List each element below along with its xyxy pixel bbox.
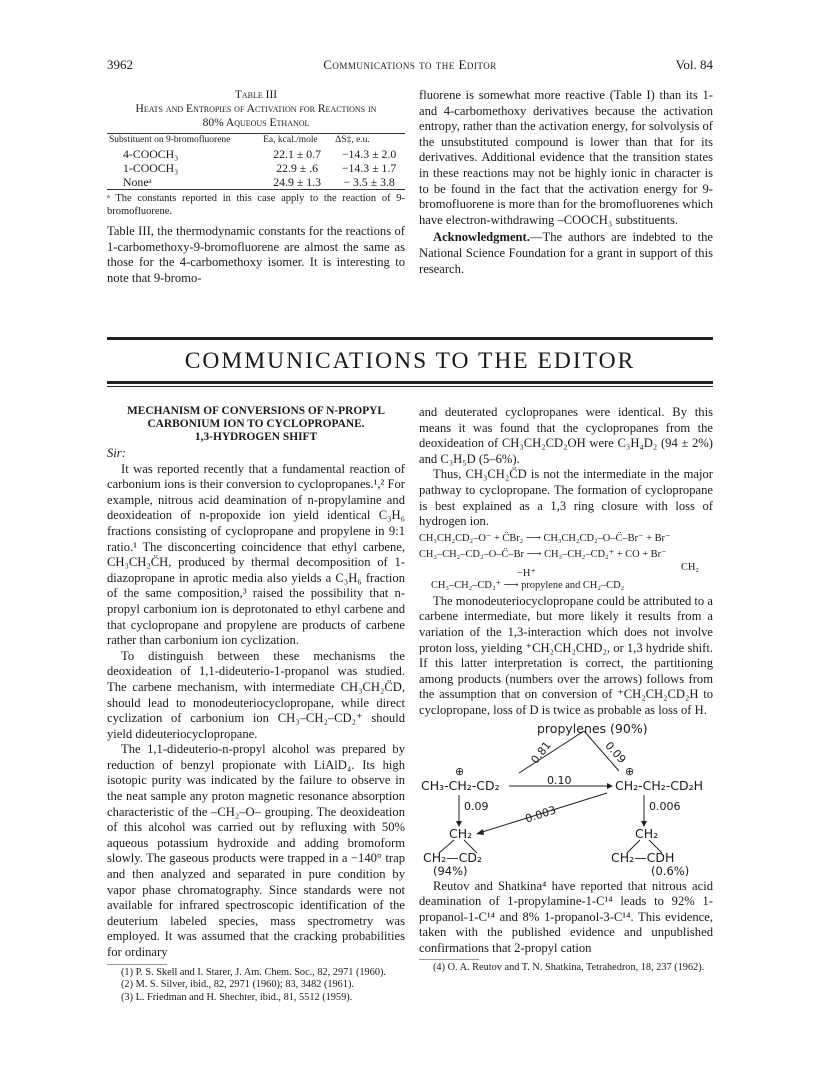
equation-3: CH₃–CH₂–CD₂⁺ ⟶ propylene and CH₂–CD₂ (431, 579, 625, 591)
article-right-paragraph-4: Reutov and Shatkina⁴ have reported that nitrous acid deamination of 1-propylamine-1-C¹⁴ leads to 92% 1-propanol-1-C¹⁴ and 8% 1-propanol-3-C¹⁴. This evidence, taken with the published evidence and unpublished confirmations that 2-propyl cation (419, 878, 713, 955)
scheme-yield-right: (0.6%) (651, 863, 690, 878)
footnote-2: (2) M. S. Silver, ibid., 82, 2971 (1960); 83, 3482 (1961). (121, 979, 354, 991)
footnote-3: (3) L. Friedman and H. Shechter, ibid., 81, 5512 (1959). (121, 991, 353, 1003)
volume-label: Vol. 84 (675, 57, 713, 72)
prev-article-paragraph-left: Table III, the thermodynamic constants for the reactions of 1-carbomethoxy-9-bromofluorene are almost the same as those for the 4-carbomethoxy isomer. It is interesting to note that 9-bromo- (107, 224, 405, 285)
article-paragraph-2: To distinguish between these mechanisms the deoxideation of 1,1-dideuterio-1-propanol was studied. The carbene mechanism, with intermediate CH₃CH₂C̈D, should lead to monodeuteriocyclopropane, while direct cyclization of carbonium ion CH₃–CH₂–CD₂⁺ should yield dideuteriocyclopropane. (107, 648, 405, 741)
acknowledgment (419, 230, 713, 277)
article-paragraph-1: It was reported recently that a fundamental reaction of carbonium ions is their conversion to cyclopropanes.¹,² For example, nitrous acid deamination of n-propylamine and deoxideation of n-propoxide ion yield identical C₃H₆ fractions consisting of cyclopropane and propylene in 9:1 ratio.¹ The disconcerting coincidence that ethyl carbene, CH₃CH₂C̈H, produced by thermal decomposition of 1-diazopropane in aprotic media also yields a C₃H₆ fraction of the same composition,³ raised the possibility that n-propyl carbonium ion is deprotonated to ethyl carbene and that cyclopropane and propylene are products of carbene rather than carbonium ion cyclization. (107, 461, 405, 648)
scheme-yield-left: (94%) (433, 863, 468, 878)
equation-2: CH₃–CH₂–CD₂–O–C̈–Br ⟶ CH₃–CH₂–CD₂⁺ + CO + Br⁻ (419, 548, 667, 560)
article-title-line2: CARBONIUM ION TO CYCLOPROPANE. (147, 418, 365, 430)
table-iii (107, 133, 405, 190)
table-row (107, 175, 405, 190)
equation-3-arrow-label: −H⁺ (517, 567, 536, 579)
running-header (107, 57, 713, 75)
table-header-row (107, 134, 405, 148)
cell-ea: 22.9 ± .6 (276, 161, 319, 175)
article-right-paragraph-1: and deuterated cyclopropanes were identical. By this means it was found that the cyclopropanes from the deoxideation of CH₃CH₂CD₂OH were C₃H₄D₂ (94 ± 2%) and C₃H₅D (5–6%). (419, 405, 713, 466)
table-title-line2: 80% Aqueous Ethanol (202, 117, 310, 129)
article-left-column (107, 405, 405, 1004)
article-right-paragraph-2: Thus, CH₃CH₂C̈D is not the intermediate in the major pathway to cyclopropane. The formation of cyclopropane is best explained as a 1,3 ring closure with loss of hydrogen ion. (419, 467, 713, 529)
scheme-ring-top-left: CH₂ (449, 825, 473, 841)
cell-ds: − 3.5 ± 3.8 (343, 175, 395, 189)
scheme-ring-bottom-right: CH₂—CDH (611, 849, 675, 865)
scheme-k-down-left: 0.09 (464, 799, 489, 813)
cell-ds: −14.3 ± 1.7 (341, 161, 397, 175)
cell-ea: 22.1 ± 0.7 (273, 147, 322, 161)
col-header-ds: ΔS‡, e.u. (335, 135, 370, 145)
scheme-k-right: 0.09 (602, 738, 629, 766)
scheme-k-down-right: 0.006 (649, 799, 681, 813)
article-paragraph-3: The 1,1-dideuterio-n-propyl alcohol was prepared by reduction of benzyl propionate with LiAlD₄. Its high isotopic purity was indicated by the failure to observe in the neat sample any proton magnetic resonance absorption characteristic of the –CH₂–O– grouping. The deoxideation of this alcohol was carried out by refluxing with 50% aqueous potassium hydroxide and adding bromoform slowly. The gaseous products were trapped in a −140° trap and then analyzed and separated in pure condition by vapor phase chromatography. Since standards were not available for infrared spectroscopic identification of the deuterium labeled species, mass spectrometry was employed. It was assumed that the cracking probabilities for ordinary (107, 742, 405, 959)
footnote-1: (1) P. S. Skell and I. Starer, J. Am. Chem. Soc., 82, 2971 (1960). (121, 966, 387, 978)
table-footnote: ᵃ The constants reported in this case apply to the reaction of 9-bromofluorene. (107, 193, 405, 217)
scheme-k-left: 0.81 (528, 738, 554, 766)
equation-1: CH₃CH₂CD₂–O⁻ + C̈Br₂ ⟶ CH₃CH₂CD₂–O–C̈–Br⁻ + Br⁻ (419, 532, 671, 544)
article-right-column (419, 405, 713, 975)
scheme-k-mid: 0.10 (547, 773, 572, 787)
prev-article-paragraph-right: fluorene is somewhat more reactive (Table I) than its 1- and 4-carbomethoxy derivatives because the activation entropy, rather than the activation energy, for solvolysis of the unsubstituted compound is lower than that for its derivatives. Additional evidence that the transition states in these reactions may not be highly ionic in character is to be found in the fact that the activation energy for 9-bromofluorene is more than for the bromofluorenes which have electron-withdrawing –COOCH₃ substituents. (419, 88, 714, 227)
col-header-ea: Ea, kcal./mole (263, 135, 318, 145)
acknowledgment-text: —The authors are indebted to the National Science Foundation for a grant in support of this research. (419, 230, 713, 276)
equation-3-block (419, 561, 713, 592)
cell-substituent: 1-COOCH₃ (123, 161, 179, 175)
article-title-line1: MECHANISM OF CONVERSIONS OF N-PROPYL (127, 405, 385, 417)
heading-rule-bottom (107, 381, 713, 384)
scheme-ring-top-right: CH₂ (635, 825, 659, 841)
scheme-cation-right: CH₂-CH₂-CD₂H (615, 777, 704, 793)
scheme-plus-left: ⊕ (455, 764, 465, 778)
table-row (107, 161, 405, 175)
equation-3-ring-top: CH₂ (681, 561, 700, 573)
footnote-4: (4) O. A. Reutov and T. N. Shatkina, Tetrahedron, 18, 237 (1962). (433, 962, 705, 974)
article-right-paragraph-3: The monodeuteriocyclopropane could be attributed to a carbene intermediate, but more likely it results from a variation of the 1,3-interaction which does not involve proton loss, yielding ⁺CH₂CH₂CHD₂, or 1,3 hydride shift. If this latter interpretation is correct, the partitioning among products (numbers over the arrows) follows from the assumption that on conversion of ⁺CH₂CH₂CD₂H to cyclopropane, loss of D is twice as probable as loss of H. (419, 593, 713, 717)
cell-substituent: 4-COOCH₃ (123, 147, 179, 161)
article-title-line3: 1,3-HYDROGEN SHIFT (194, 431, 318, 443)
cell-ea: 24.9 ± 1.3 (273, 175, 322, 189)
heading-rule-thin (107, 386, 713, 387)
scheme-k-cross: 0.003 (523, 802, 558, 826)
acknowledgment-label: Acknowledgment. (433, 230, 530, 245)
scheme-cation-left: CH₃-CH₂-CD₂ (421, 777, 500, 793)
arrowhead-hydride-shift (607, 783, 613, 789)
page-number: 3962 (107, 57, 133, 72)
salutation: Sir: (107, 446, 126, 460)
running-title: Communications to the Editor (323, 57, 497, 72)
prev-article-right-column (419, 88, 713, 277)
heading-rule-top (107, 337, 713, 340)
cell-substituent: Noneᵃ (123, 175, 152, 189)
scheme-plus-right: ⊕ (625, 764, 635, 778)
section-heading: COMMUNICATIONS TO THE EDITOR (184, 348, 636, 374)
arrowhead-cross-cyclization (476, 829, 484, 835)
cell-ds: −14.3 ± 2.0 (341, 147, 397, 161)
reaction-scheme (419, 720, 713, 878)
scheme-propylenes: propylenes (90%) (537, 720, 648, 736)
footnote-separator-right (419, 959, 479, 960)
col-header-substituent: Substituent on 9-bromofluorene (109, 135, 231, 145)
footnote-separator (107, 964, 167, 965)
scheme-ring-bottom-left: CH₂—CD₂ (423, 849, 483, 865)
prev-article-left-column (107, 88, 405, 286)
table-title-line1: Heats and Entropies of Activation for Reactions in (135, 103, 377, 115)
table-row (107, 147, 405, 161)
table-caption: Table III (234, 89, 278, 101)
